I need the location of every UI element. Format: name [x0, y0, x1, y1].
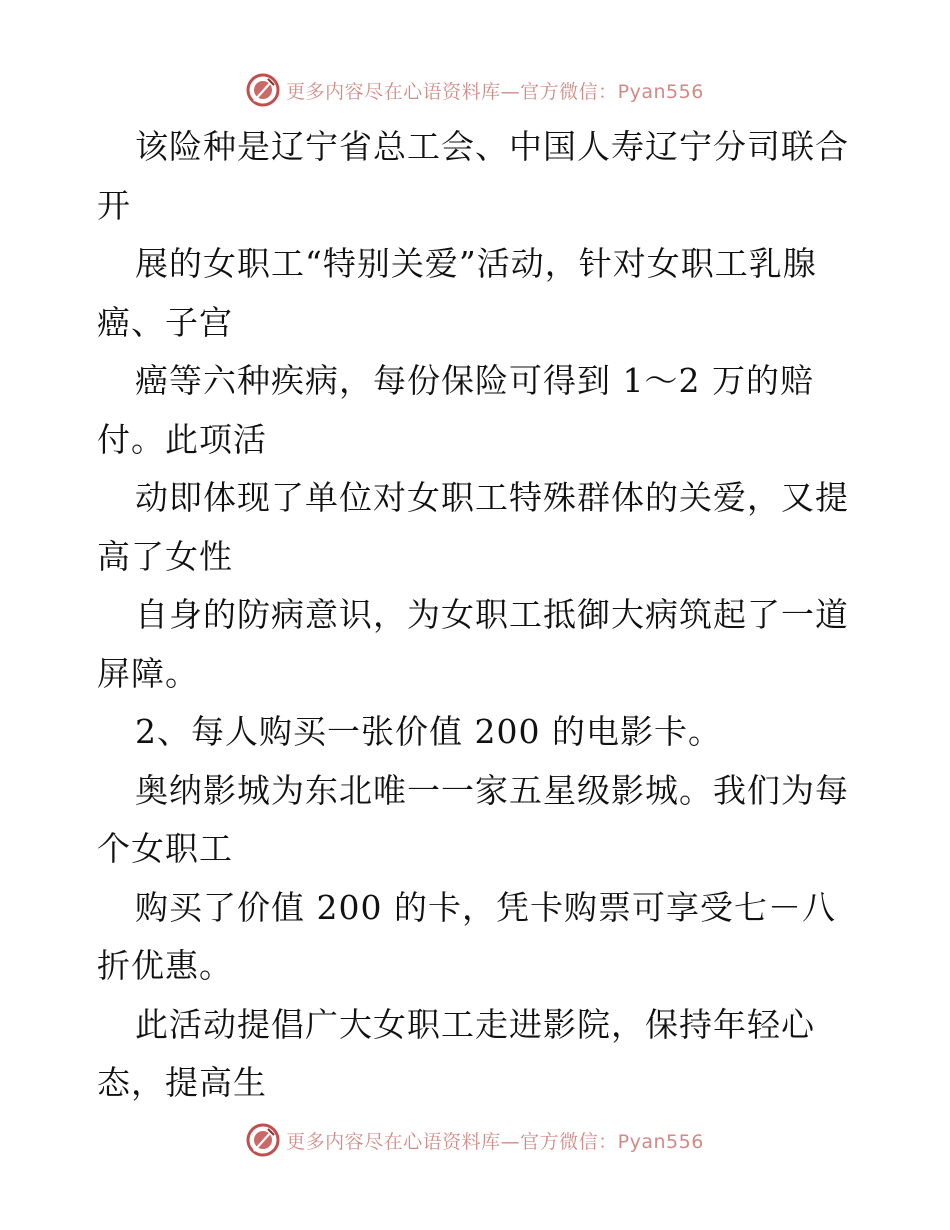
text-line: 购买了价值 200 的卡，凭卡购票可享受七－八 [135, 887, 836, 927]
text-line: 开 [97, 185, 131, 225]
text-line: 付。此项活 [97, 419, 267, 459]
text-line: 奥纳影城为东北唯一一家五星级影城。我们为每 [135, 770, 849, 810]
text-line: 折优惠。 [97, 946, 233, 985]
text-line: 自身的防病意识，为女职工抵御大病筑起了一道 [135, 595, 849, 634]
text-line: 癌等六种疾病，每份保险可得到 1～2 万的赔 [135, 361, 814, 400]
document-body [97, 118, 867, 1113]
text-line: 动即体现了单位对女职工特殊群体的关爱，又提 [135, 478, 849, 517]
text-line: 癌、子宫 [97, 302, 233, 342]
red-seal-pen-icon [246, 1123, 280, 1157]
text-line: 高了女性 [97, 536, 233, 576]
text-line: 此活动提倡广大女职工走进影院，保持年轻心 [135, 1004, 815, 1044]
watermark-text: 更多内容尽在心语资料库—官方微信：Pyan556 [286, 1130, 704, 1153]
footer-watermark [0, 1120, 950, 1160]
text-line: 该险种是辽宁省总工会、中国人寿辽宁分司联合 [135, 127, 849, 166]
text-line: 态，提高生 [97, 1063, 267, 1102]
text-line: 屏障。 [97, 653, 199, 693]
header-watermark [0, 70, 950, 110]
text-line: 展的女职工“特别关爱”活动，针对女职工乳腺 [135, 244, 817, 283]
text-line: 个女职工 [97, 829, 233, 868]
text-line: 2、每人购买一张价值 200 的电影卡。 [135, 712, 722, 751]
red-seal-pen-icon [246, 73, 280, 107]
watermark-text: 更多内容尽在心语资料库—官方微信：Pyan556 [286, 80, 704, 103]
